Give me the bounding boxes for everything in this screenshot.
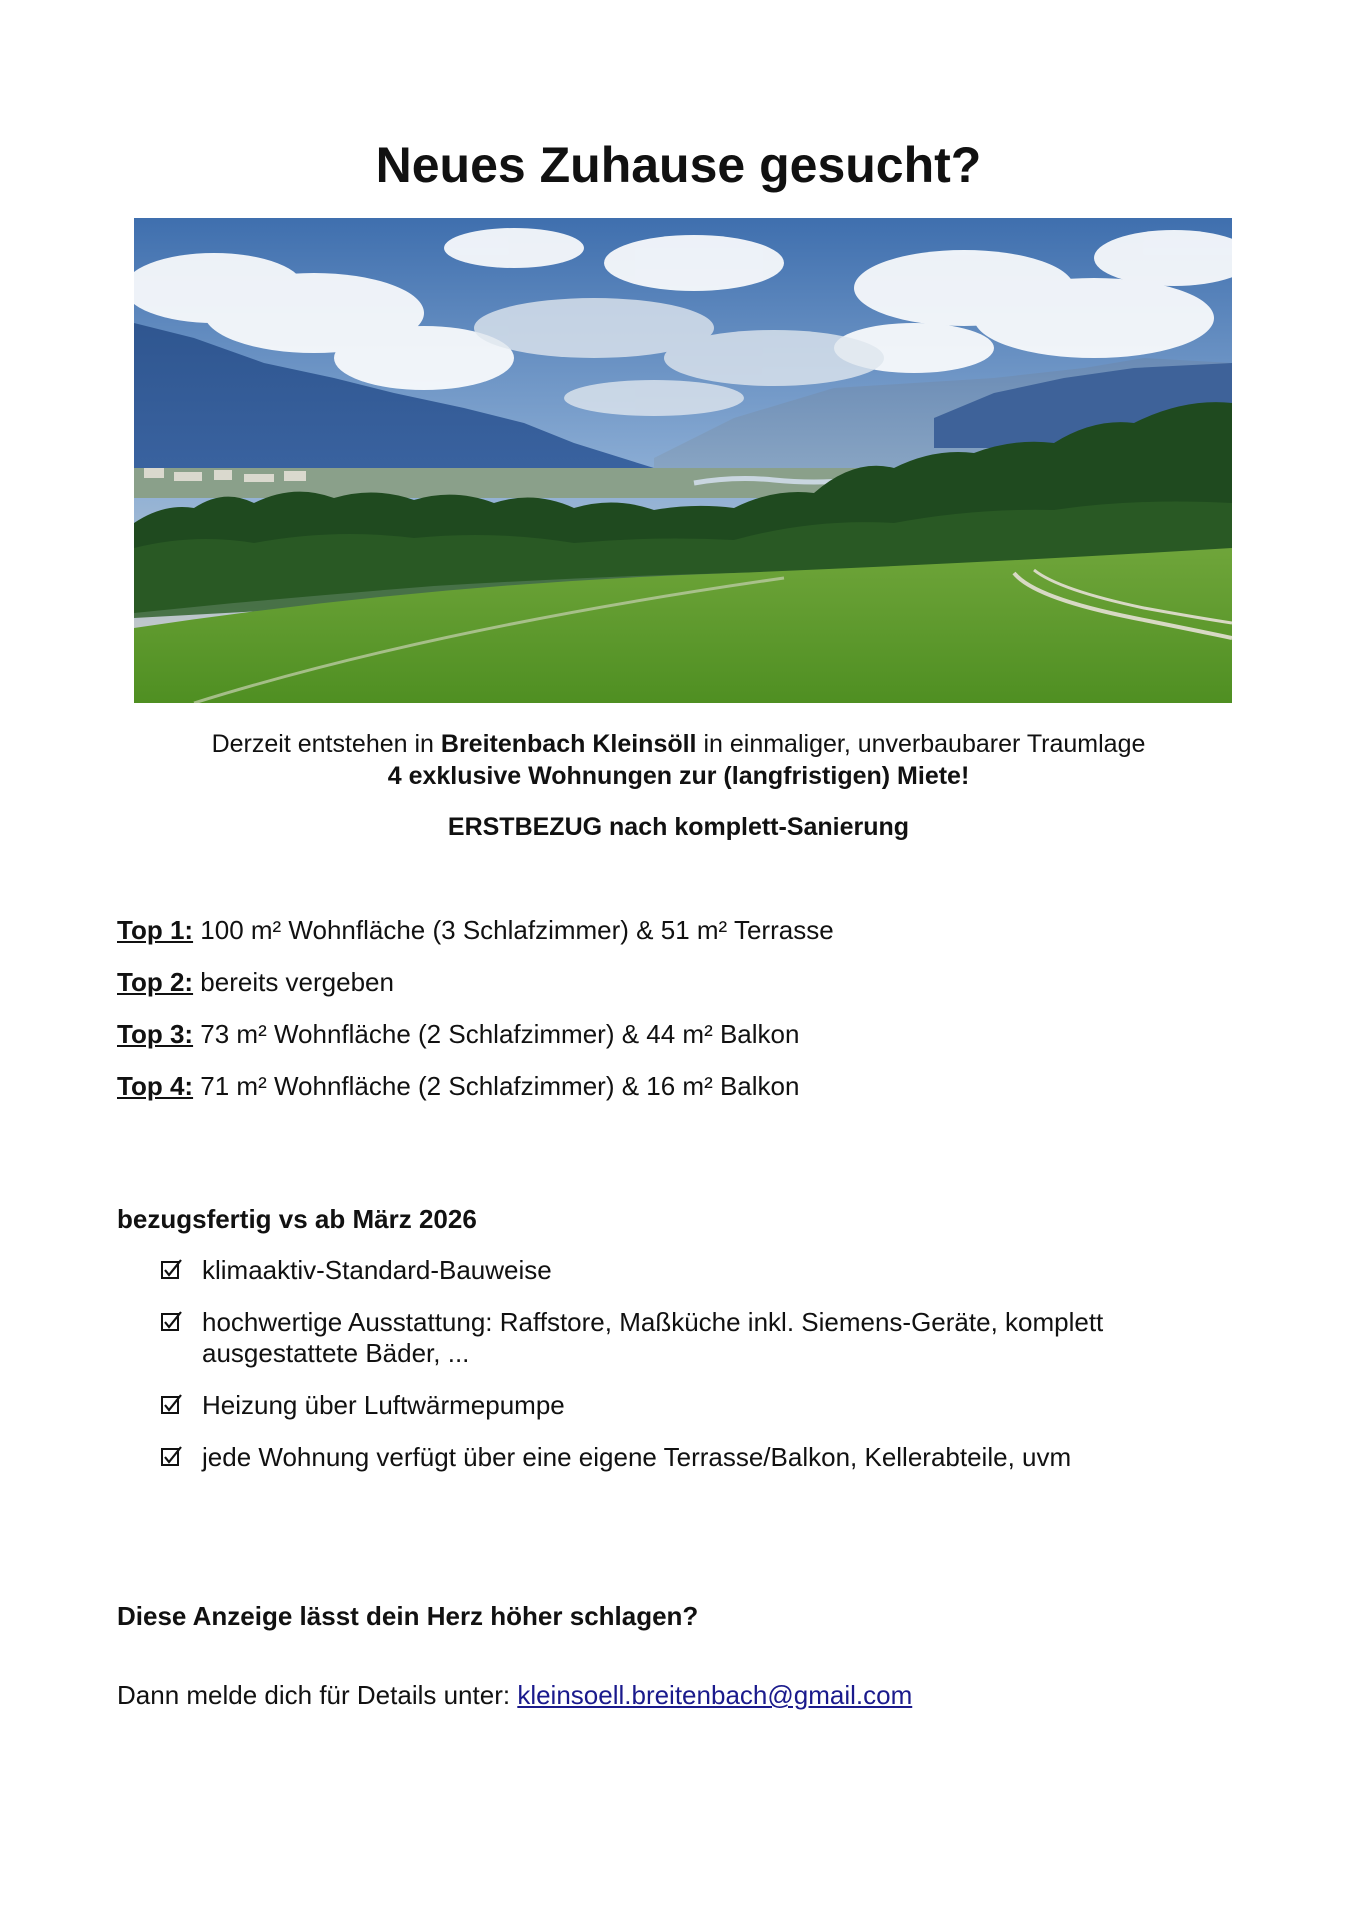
subheading: ERSTBEZUG nach komplett-Sanierung <box>447 813 910 841</box>
feature-text: hochwertige Ausstattung: Raffstore, Maßküche inkl. Siemens-Geräte, komplett ausgestattete Bäder, ... <box>202 1307 1104 1368</box>
email-link[interactable]: kleinsoell.breitenbach@gmail.com <box>517 1680 913 1710</box>
contact-line <box>117 1680 912 1711</box>
availability-heading: bezugsfertig vs ab März 2026 <box>117 1204 477 1234</box>
hero-photo <box>134 218 1232 703</box>
apartment-list <box>117 914 834 1122</box>
intro-suffix: in einmaliger, unverbaubarer Traumlage <box>696 730 1146 758</box>
page-title: Neues Zuhause gesucht? <box>375 137 982 193</box>
apartment-text: 73 m² Wohnfläche (2 Schlafzimmer) & 44 m² Balkon <box>193 1019 800 1049</box>
apartment-label: Top 2: <box>117 967 194 997</box>
apartment-label: Top 4: <box>117 1071 194 1101</box>
feature-item <box>160 1390 1210 1421</box>
checkbox-checked-icon <box>160 1393 184 1417</box>
contact-prefix: Dann melde dich für Details unter: <box>117 1680 518 1710</box>
apartment-text: bereits vergeben <box>193 967 394 997</box>
checkbox-checked-icon <box>160 1258 184 1282</box>
intro-text <box>0 728 1357 792</box>
intro-prefix: Derzeit entstehen in <box>211 730 441 758</box>
feature-text: jede Wohnung verfügt über eine eigene Terrasse/Balkon, Kellerabteile, uvm <box>202 1442 1072 1472</box>
feature-item <box>160 1307 1210 1369</box>
feature-text: klimaaktiv-Standard-Bauweise <box>202 1255 552 1285</box>
intro-offer: 4 exklusive Wohnungen zur (langfristigen) Miete! <box>387 762 970 790</box>
call-to-action: Diese Anzeige lässt dein Herz höher schlagen? <box>117 1601 699 1631</box>
feature-list <box>160 1255 1210 1494</box>
apartment-item <box>117 1070 834 1122</box>
checkbox-checked-icon <box>160 1445 184 1469</box>
apartment-label: Top 1: <box>117 915 194 945</box>
apartment-item <box>117 966 834 1018</box>
checkbox-checked-icon <box>160 1310 184 1334</box>
apartment-text: 71 m² Wohnfläche (2 Schlafzimmer) & 16 m² Balkon <box>193 1071 800 1101</box>
intro-location: Breitenbach Kleinsöll <box>440 730 697 758</box>
intro-line-1 <box>0 728 1357 760</box>
feature-item <box>160 1255 1210 1286</box>
apartment-item <box>117 914 834 966</box>
feature-item <box>160 1442 1210 1473</box>
feature-text: Heizung über Luftwärmepumpe <box>202 1390 565 1420</box>
apartment-label: Top 3: <box>117 1019 194 1049</box>
apartment-text: 100 m² Wohnfläche (3 Schlafzimmer) & 51 m² Terrasse <box>193 915 834 945</box>
apartment-item <box>117 1018 834 1070</box>
